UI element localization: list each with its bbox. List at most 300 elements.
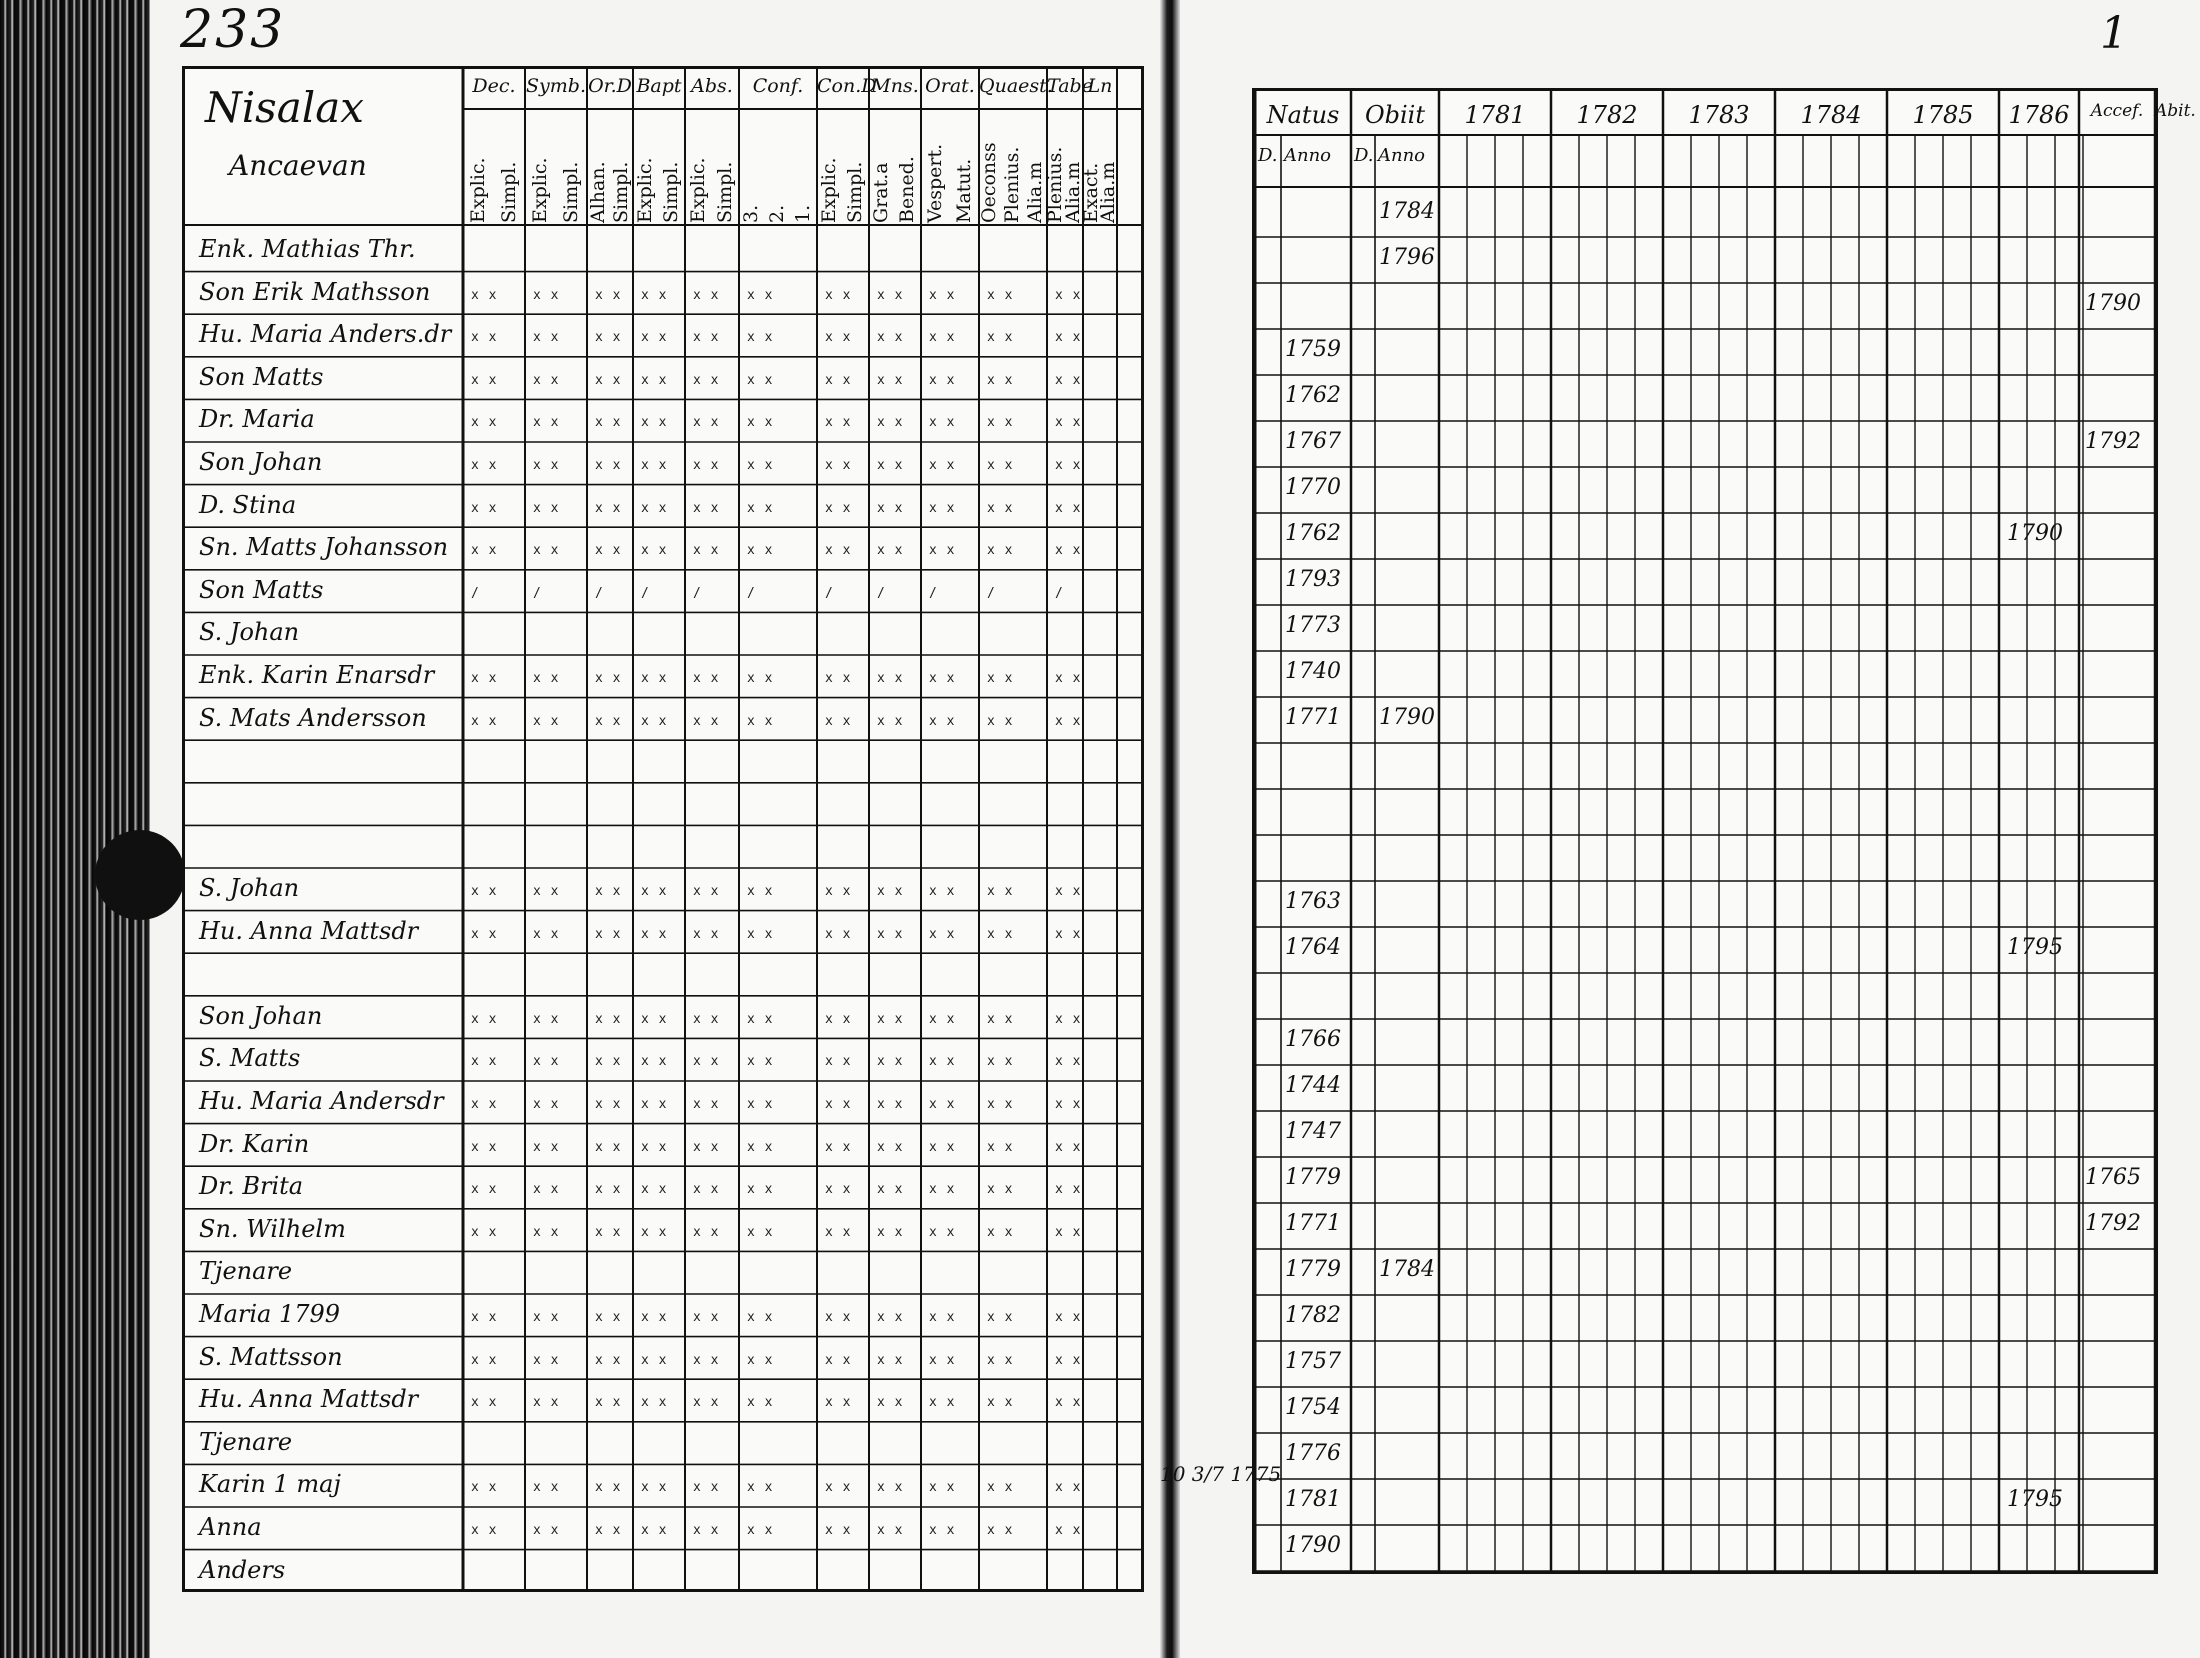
left-row-name: Son Erik Mathsson [199,277,431,306]
left-row-name: S. Mats Andersson [199,703,427,732]
right-obiit-years-cell: 1784 [1379,1257,1435,1282]
left-row-mark: x x [533,1523,560,1538]
left-row-name: Dr. Karin [199,1129,310,1158]
left-row-mark: x x [747,1480,774,1496]
right-natus-years-cell: 1762 [1285,383,1341,408]
right-accef-cell: 1790 [2007,521,2063,546]
left-row-mark: x x [471,372,498,388]
left-row-mark: x x [471,1054,498,1070]
left-row-mark: x x [877,543,904,559]
left-row-name: Maria 1799 [199,1300,341,1328]
left-row-mark: x x [987,372,1014,388]
left-col-subheader: Explic. [466,157,489,223]
left-row-mark: x x [595,330,622,346]
left-row-mark: x x [693,1097,720,1112]
right-col-header: 1785 [1912,101,1974,129]
left-row-mark: x x [987,1054,1014,1070]
left-row-mark: x x [929,372,956,388]
left-row-mark: x x [533,1352,560,1368]
left-row-mark: x x [987,330,1014,346]
left-row-name: Son Johan [199,1001,323,1030]
left-row-mark: x x [825,671,852,686]
left-row-mark: x x [533,1097,560,1112]
left-col-header: Mns. [871,75,919,97]
left-row-mark: x x [877,1395,904,1411]
left-row-mark: / [747,585,756,601]
left-row-mark: x x [929,671,956,686]
left-col-subheader: Grat.a [870,162,892,223]
left-col-header: Conf. [752,75,804,97]
left-row-name: Son Matts [199,575,324,604]
left-row-mark: x x [825,1182,852,1198]
left-row-mark: x x [595,713,622,729]
left-col-header: Orat. [925,75,975,97]
left-row-mark: x x [877,458,904,473]
left-row-mark: x x [693,671,720,686]
left-row-mark: x x [533,1395,560,1411]
right-col-header: Accef. [2090,101,2144,121]
book-gutter [1160,0,1180,1658]
left-row-mark: x x [825,1395,852,1411]
left-col-header: Or.D [588,75,632,97]
left-row-mark: x x [747,458,774,473]
right-natus-years-cell: 1770 [1285,475,1341,500]
left-row-name: Hu. Maria Anders.dr [199,320,452,349]
left-row-mark: x x [693,415,720,431]
left-row-mark: x x [929,1352,956,1368]
left-row-mark: x x [987,415,1014,431]
left-row-mark: x x [693,1480,720,1496]
right-natus-years-cell: 1740 [1285,659,1341,684]
left-row-name: Sn. Wilhelm [199,1214,346,1243]
left-col-header: Dec. [472,75,516,97]
left-row-mark: x x [1055,1523,1082,1538]
left-col-subheader: Bened. [896,156,918,223]
left-row-mark: x x [877,372,904,388]
left-row-mark: x x [471,1352,498,1368]
left-row-mark: x x [825,1310,852,1325]
left-row-mark: / [987,585,996,601]
left-row-mark: x x [1055,458,1082,473]
left-col-subheader: Simpl. [497,161,520,223]
left-row-mark: x x [693,1182,720,1198]
left-row-mark: x x [595,1395,622,1411]
left-row-mark: x x [641,287,668,303]
left-row-mark: / [533,585,542,601]
left-col-subheader: Explic. [686,157,709,223]
right-natus-years-cell: 1764 [1285,935,1341,960]
left-col-header: Tabe [1047,75,1093,97]
left-row-mark: x x [747,1139,774,1155]
left-row-mark: x x [533,500,560,516]
right-col-header: 1781 [1464,101,1526,129]
right-abit-cell: 1790 [2085,291,2141,316]
left-row-mark: x x [471,1011,498,1027]
left-row-mark: x x [471,1310,498,1325]
left-row-mark: x x [747,372,774,388]
left-row-mark: x x [747,1224,774,1240]
right-col-subheader: D. [1354,145,1374,166]
left-row-mark: x x [987,287,1014,303]
left-row-mark: x x [825,1139,852,1155]
left-row-mark: x x [929,500,956,516]
left-row-mark: x x [825,1097,852,1112]
right-col-subheader: Anno [1284,145,1332,166]
right-natus-years-cell: 1776 [1285,1441,1341,1466]
left-row-mark: x x [533,415,560,431]
left-row-mark: x x [693,1224,720,1240]
left-row-mark: x x [877,1523,904,1538]
left-row-mark: x x [987,1011,1014,1027]
left-row-mark: x x [987,713,1014,729]
left-row-mark: x x [1055,926,1082,942]
left-row-mark: x x [693,458,720,473]
left-row-mark: x x [595,1011,622,1027]
left-row-mark: x x [825,500,852,516]
left-row-mark: x x [929,1182,956,1198]
left-row-mark: x x [471,1097,498,1112]
left-row-mark: x x [825,1011,852,1027]
right-col-subheader: D. [1258,145,1278,166]
left-row-mark: x x [693,713,720,729]
left-row-mark: x x [533,287,560,303]
right-col-header: 1786 [2008,101,2070,129]
left-col-subheader: Explic. [634,157,656,223]
right-natus-years-cell: 1771 [1285,1211,1341,1236]
left-row-mark: x x [987,1523,1014,1538]
left-row-mark: x x [641,330,668,346]
left-row-mark: x x [641,1523,668,1538]
left-col-subheader: Vespert. [923,143,946,223]
right-natus-years-cell: 1766 [1285,1027,1341,1052]
left-row-mark: x x [693,1310,720,1325]
left-row-mark: x x [877,330,904,346]
left-row-mark: x x [1055,372,1082,388]
left-row-mark: x x [929,1011,956,1027]
left-row-name: Hu. Anna Mattsdr [199,1385,419,1414]
left-col-subheader: Alia.m [1096,161,1119,223]
left-row-mark: x x [877,1182,904,1198]
left-row-mark: x x [595,1097,622,1112]
left-col-subheader: Explic. [818,157,840,223]
left-row-mark: x x [1055,671,1082,686]
left-row-mark: x x [533,330,560,346]
left-row-name: S. Johan [199,874,300,902]
left-ledger-page [182,66,1144,1592]
left-row-mark: x x [693,926,720,942]
left-row-mark: x x [747,415,774,431]
left-row-mark: x x [641,1139,668,1155]
left-row-mark: x x [471,458,498,473]
left-row-mark: x x [1055,884,1082,899]
left-row-mark: x x [1055,1011,1082,1027]
left-row-mark: x x [693,330,720,346]
right-col-header: 1782 [1576,101,1638,129]
left-row-mark: x x [533,1182,560,1198]
left-row-mark: x x [693,543,720,559]
left-row-mark: x x [1055,330,1082,346]
left-row-mark: x x [641,713,668,729]
left-row-mark: / [641,585,650,601]
left-row-mark: x x [1055,543,1082,559]
left-row-mark: x x [595,926,622,942]
ledger-title-line1: Nisalax [205,83,364,132]
left-row-name: Enk. Mathias Thr. [199,235,416,263]
right-natus-years-cell: 1790 [1285,1533,1341,1558]
left-row-mark: x x [533,671,560,686]
left-row-mark: x x [641,500,668,516]
ledger-title-line2: Ancaevan [229,149,367,182]
left-row-mark: x x [533,543,560,559]
right-abit-cell: 1765 [2085,1165,2141,1190]
left-row-mark: x x [471,1480,498,1496]
left-row-mark: x x [747,926,774,942]
left-row-mark: x x [693,1395,720,1411]
left-row-mark: / [825,585,834,601]
left-row-mark: x x [1055,1054,1082,1070]
right-obiit-years-cell: 1796 [1379,245,1435,270]
left-col-header: Symb. [526,75,586,97]
left-row-name: D. Stina [199,490,297,519]
right-col-header: Obiit [1364,101,1426,129]
right-natus-years-cell: 1782 [1285,1303,1341,1328]
left-row-mark: x x [533,884,560,899]
right-natus-years-cell: 1759 [1285,337,1341,362]
right-natus-years-cell: 1793 [1285,567,1341,592]
left-col-subheader: Exact. [1079,162,1102,223]
left-row-mark: x x [747,884,774,899]
left-row-mark: x x [929,926,956,942]
left-row-mark: x x [533,1480,560,1496]
left-col-header: Bapt [636,75,682,97]
left-row-name: S. Mattsson [199,1342,343,1371]
page-number-right: 1 [2100,8,2128,59]
left-col-subheader: Plenius. [1001,146,1023,223]
left-row-mark: x x [1055,1480,1082,1496]
left-col-subheader: Matut. [952,158,975,223]
left-row-mark: x x [1055,1224,1082,1240]
right-obiit-years-cell: 1784 [1379,199,1435,224]
left-row-mark: x x [929,1310,956,1325]
left-row-name: Son Matts [199,362,324,391]
left-row-mark: x x [987,884,1014,899]
left-row-mark: x x [595,671,622,686]
left-col-subheader: Simpl. [660,161,682,223]
left-row-mark: x x [747,713,774,729]
left-row-mark: / [1055,585,1064,601]
left-col-subheader: Simpl. [713,161,736,223]
left-row-mark: x x [929,1097,956,1112]
left-row-mark: x x [471,926,498,942]
left-row-mark: x x [877,1352,904,1368]
left-row-mark: x x [987,926,1014,942]
left-row-mark: x x [877,884,904,899]
left-col-subheader: Simpl. [559,161,582,223]
left-row-mark: x x [929,287,956,303]
left-row-mark: x x [533,1139,560,1155]
left-row-mark: x x [747,500,774,516]
left-row-mark: x x [987,1395,1014,1411]
left-row-mark: x x [595,1523,622,1538]
left-row-mark: x x [929,1395,956,1411]
left-row-mark: x x [471,1139,498,1155]
left-row-mark: x x [595,1139,622,1155]
left-row-mark: x x [641,415,668,431]
left-row-mark: x x [595,415,622,431]
left-col-header: Con.D [817,75,877,97]
right-accef-cell: 1795 [2007,935,2063,960]
left-row-mark: x x [877,713,904,729]
left-row-mark: x x [987,1352,1014,1368]
left-row-mark: x x [747,1310,774,1325]
left-row-name: Karin 1 maj [199,1470,341,1499]
left-row-mark: x x [929,543,956,559]
left-row-mark: x x [471,330,498,346]
left-row-mark: x x [471,500,498,516]
left-row-mark: x x [929,884,956,899]
left-row-mark: x x [747,1352,774,1368]
right-col-header: 1784 [1800,101,1862,129]
left-row-mark: x x [877,926,904,942]
left-row-mark: x x [471,415,498,431]
right-col-header: 1783 [1688,101,1750,129]
left-row-mark: x x [595,372,622,388]
left-row-mark: x x [641,1310,668,1325]
left-row-mark: x x [825,926,852,942]
left-row-mark: x x [595,884,622,899]
left-row-mark: x x [595,1310,622,1325]
left-row-mark: x x [747,1523,774,1538]
left-row-mark: x x [825,1054,852,1070]
left-col-subheader: Alhan. [586,161,609,223]
right-natus-years-cell: 1762 [1285,521,1341,546]
left-row-mark: x x [747,1395,774,1411]
right-col-header: Abit. [2155,101,2196,121]
left-row-mark: x x [641,1054,668,1070]
left-row-mark: x x [533,458,560,473]
left-row-mark: x x [877,415,904,431]
left-row-mark: / [929,585,938,601]
left-row-mark: x x [987,458,1014,473]
right-accef-cell: 1795 [2007,1487,2063,1512]
left-row-mark: x x [693,500,720,516]
right-obiit-years-cell: 1790 [1379,705,1435,730]
left-row-mark: x x [825,372,852,388]
left-row-mark: x x [1055,1310,1082,1325]
left-row-mark: x x [877,1310,904,1325]
right-natus-years-cell: 1771 [1285,705,1341,730]
left-row-mark: x x [1055,287,1082,303]
left-row-mark: x x [877,1097,904,1112]
left-row-mark: x x [987,500,1014,516]
left-col-subheader: Oeconss [978,142,1001,223]
left-col-subheader: Simpl. [609,161,632,223]
margin-note: 10 3/7 1775 [1160,1462,1282,1486]
page-number-left: 233 [180,0,286,60]
left-row-mark: x x [595,543,622,559]
left-row-mark: x x [747,543,774,559]
left-row-mark: x x [471,884,498,899]
left-row-mark: x x [471,1224,498,1240]
left-row-mark: x x [987,671,1014,686]
left-row-mark: x x [595,287,622,303]
left-col-subheader: 1. [792,204,814,223]
right-natus-years-cell: 1763 [1285,889,1341,914]
left-row-mark: x x [929,1480,956,1496]
left-row-mark: x x [471,1182,498,1198]
left-row-mark: x x [825,1523,852,1538]
left-row-mark: x x [595,1480,622,1496]
left-row-mark: x x [747,1097,774,1112]
left-row-mark: x x [987,1139,1014,1155]
left-row-mark: x x [987,1182,1014,1198]
left-row-mark: x x [1055,1139,1082,1155]
left-row-mark: x x [693,1523,720,1538]
left-col-header: Quaest. [979,75,1053,97]
left-row-mark: x x [641,1352,668,1368]
left-row-mark: x x [987,543,1014,559]
right-natus-years-cell: 1747 [1285,1119,1341,1144]
left-col-header: Abs. [691,75,733,97]
left-row-mark: x x [1055,1395,1082,1411]
left-row-name: Dr. Maria [199,405,315,434]
left-row-mark: x x [595,1224,622,1240]
left-row-mark: x x [641,926,668,942]
left-row-mark: x x [471,287,498,303]
right-abit-cell: 1792 [2085,429,2141,454]
left-row-mark: x x [747,287,774,303]
left-row-name: Anna [199,1513,262,1541]
left-row-mark: x x [929,330,956,346]
right-natus-years-cell: 1779 [1285,1165,1341,1190]
right-natus-years-cell: 1754 [1285,1395,1341,1420]
left-row-mark: x x [471,713,498,729]
left-row-name: Tjenare [199,1427,293,1456]
right-natus-years-cell: 1781 [1285,1487,1341,1512]
left-row-mark: x x [641,884,668,899]
left-row-mark: x x [595,1182,622,1198]
left-row-mark: x x [747,330,774,346]
left-row-name: Tjenare [199,1257,293,1286]
right-natus-years-cell: 1779 [1285,1257,1341,1282]
left-row-mark: x x [533,372,560,388]
left-col-subheader: Alia.m [1023,161,1046,223]
left-row-mark: x x [1055,1182,1082,1198]
left-row-mark: x x [1055,713,1082,729]
left-row-mark: x x [595,1054,622,1070]
left-row-mark: x x [825,1480,852,1496]
left-row-mark: x x [825,458,852,473]
left-row-mark: x x [877,671,904,686]
left-row-mark: x x [595,458,622,473]
left-row-mark: x x [533,1011,560,1027]
left-row-mark: / [595,585,604,601]
left-row-mark: x x [1055,500,1082,516]
left-row-name: Son Johan [199,448,323,476]
left-row-mark: x x [595,1352,622,1368]
left-row-mark: x x [877,1480,904,1496]
left-row-mark: x x [641,1480,668,1496]
left-row-mark: x x [929,458,956,473]
left-row-mark: x x [533,713,560,729]
left-row-mark: x x [641,1011,668,1027]
left-row-mark: x x [877,500,904,516]
left-row-mark: x x [987,1480,1014,1496]
left-row-mark: x x [595,500,622,516]
left-col-header: Ln [1087,75,1113,97]
left-row-mark: x x [641,1395,668,1411]
left-row-mark: / [877,585,886,601]
